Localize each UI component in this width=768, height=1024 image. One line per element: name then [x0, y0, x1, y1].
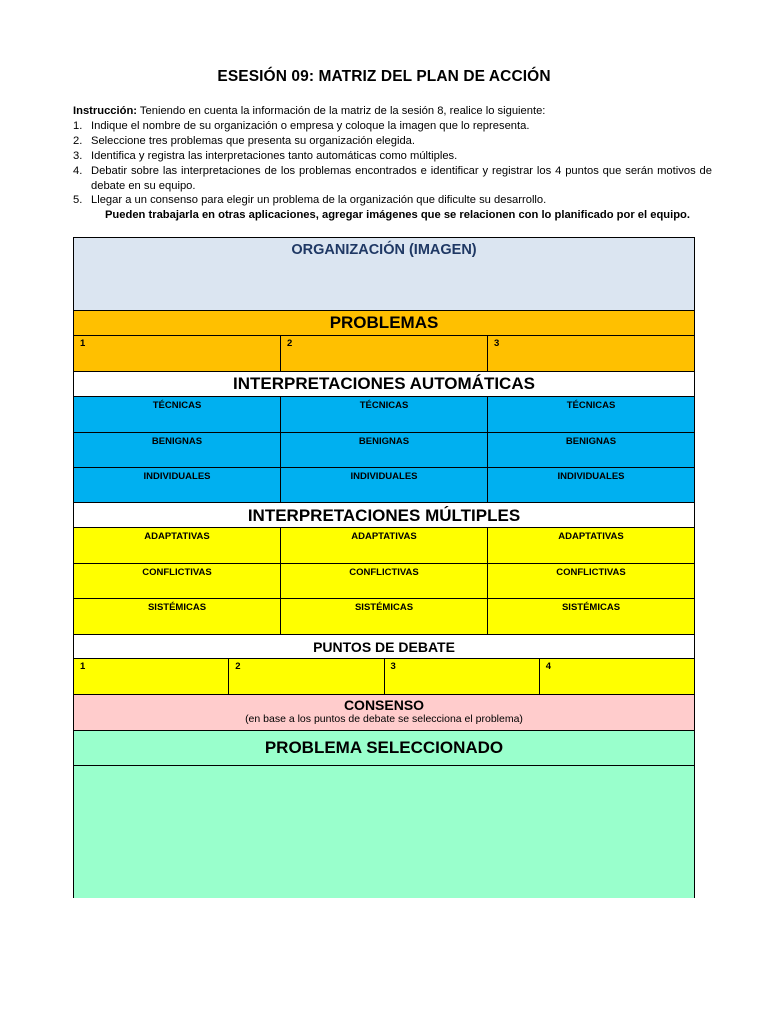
automatic-cell[interactable]: BENIGNAS — [74, 433, 281, 468]
consensus-title: CONSENSO — [343, 697, 425, 713]
debate-cell[interactable]: 4 — [545, 661, 552, 672]
problems-row — [74, 335, 694, 371]
multiple-cell[interactable]: ADAPTATIVAS — [558, 531, 624, 542]
step-number: 1. — [73, 119, 83, 132]
step-item — [73, 134, 712, 149]
automatic-row-benignas — [74, 432, 694, 468]
automatic-cell[interactable]: TÉCNICAS — [74, 397, 281, 432]
step-item — [73, 164, 712, 194]
instruction-label: Instrucción: — [73, 105, 138, 117]
instruction-note: Pueden trabajarla en otras aplicaciones, agregar imágenes que se relacionen con lo planificado por el equipo. — [104, 209, 691, 222]
step-text: Debatir sobre las interpretaciones de los problemas encontrados e identificar y registrar los 4 puntos que serán motivos de debate en su equipo. — [91, 164, 712, 192]
multiple-cell[interactable]: SISTÉMICAS — [281, 599, 488, 634]
automatic-row-individuales — [74, 467, 694, 503]
selected-problem-header: PROBLEMA SELECCIONADO — [74, 730, 694, 765]
step-text: Indique el nombre de su organización o empresa y coloque la imagen que lo representa. — [91, 119, 530, 132]
debate-cell[interactable]: 2 — [229, 659, 384, 694]
step-number: 5. — [73, 194, 83, 207]
problem-cell[interactable]: 3 — [494, 338, 500, 349]
problem-cell[interactable]: 1 — [74, 336, 281, 371]
multiple-cell[interactable]: CONFLICTIVAS — [74, 564, 281, 599]
automatic-interpretations-header: INTERPRETACIONES AUTOMÁTICAS — [74, 371, 694, 396]
automatic-cell[interactable]: INDIVIDUALES — [74, 468, 281, 503]
consensus-section — [74, 694, 694, 730]
multiple-cell[interactable]: CONFLICTIVAS — [556, 567, 626, 578]
multiple-cell[interactable]: SISTÉMICAS — [74, 599, 281, 634]
problems-header: PROBLEMAS — [74, 310, 694, 335]
step-text: Identifica y registra las interpretaciones tanto automáticas como múltiples. — [91, 149, 458, 162]
organization-image-box[interactable] — [74, 238, 694, 310]
consensus-subtitle: (en base a los puntos de debate se selecciona el problema) — [245, 713, 523, 725]
steps-list — [73, 119, 712, 208]
multiple-cell[interactable]: ADAPTATIVAS — [74, 528, 281, 563]
action-plan-matrix — [73, 237, 695, 898]
step-item — [73, 119, 712, 134]
debate-points-header: PUNTOS DE DEBATE — [74, 634, 694, 658]
step-item — [73, 149, 712, 164]
debate-points-row — [74, 658, 694, 694]
instructions — [73, 104, 712, 223]
page-title: ESESIÓN 09: MATRIZ DEL PLAN DE ACCIÓN — [217, 68, 551, 85]
step-item — [73, 193, 712, 208]
automatic-cell[interactable]: TÉCNICAS — [281, 397, 488, 432]
organization-label: ORGANIZACIÓN (IMAGEN) — [291, 242, 477, 258]
step-number: 3. — [73, 149, 83, 162]
debate-cell[interactable]: 1 — [74, 659, 229, 694]
automatic-cell[interactable]: BENIGNAS — [281, 433, 488, 468]
multiple-cell[interactable]: SISTÉMICAS — [561, 602, 621, 613]
step-number: 2. — [73, 134, 83, 147]
multiple-interpretations-header: INTERPRETACIONES MÚLTIPLES — [74, 502, 694, 528]
automatic-cell[interactable]: INDIVIDUALES — [281, 468, 488, 503]
debate-cell[interactable]: 3 — [385, 659, 540, 694]
step-text: Seleccione tres problemas que presenta su organización elegida. — [91, 134, 416, 147]
selected-problem-area[interactable] — [74, 765, 694, 898]
multiple-row-adaptativas — [74, 527, 694, 563]
automatic-cell[interactable]: TÉCNICAS — [566, 400, 616, 411]
multiple-row-sistemicas — [74, 598, 694, 634]
automatic-cell[interactable]: INDIVIDUALES — [557, 471, 625, 482]
problem-cell[interactable]: 2 — [281, 336, 488, 371]
step-text: Llegar a un consenso para elegir un problema de la organización que dificulte su desarrollo. — [91, 194, 547, 207]
multiple-row-conflictivas — [74, 563, 694, 599]
instruction-text: Teniendo en cuenta la información de la matriz de la sesión 8, realice lo siguiente: — [137, 105, 546, 117]
multiple-cell[interactable]: ADAPTATIVAS — [281, 528, 488, 563]
instruction-intro — [73, 104, 712, 119]
step-number: 4. — [73, 164, 83, 177]
automatic-cell[interactable]: BENIGNAS — [565, 436, 617, 447]
automatic-row-tecnicas — [74, 396, 694, 432]
multiple-cell[interactable]: CONFLICTIVAS — [281, 564, 488, 599]
